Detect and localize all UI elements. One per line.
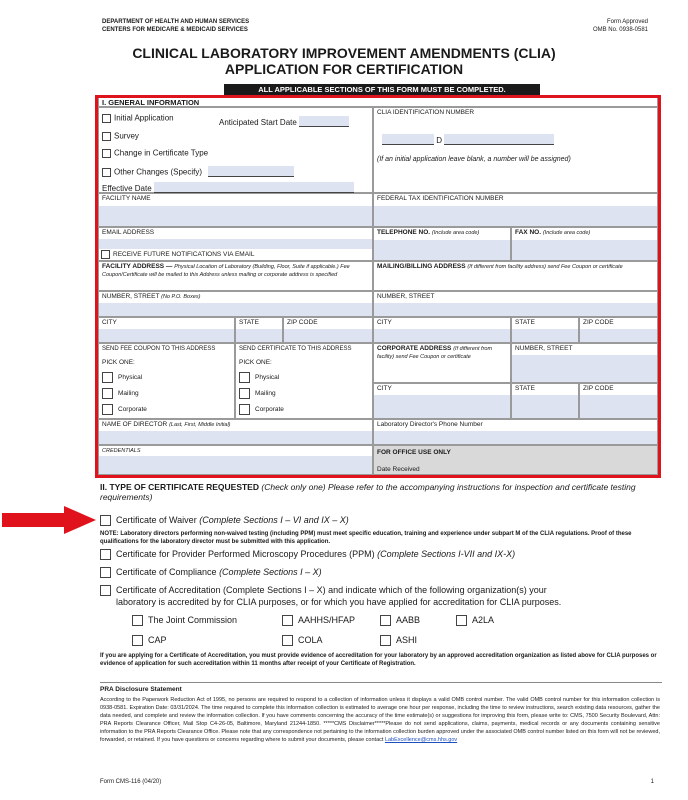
accreditation-line-1: Certificate of Accreditation (Complete Sections I – X) and indicate which of the following organization(s) your bbox=[116, 585, 547, 595]
aahhs-hfap-label: AAHHS/HFAP bbox=[298, 615, 356, 625]
a2la-checkbox[interactable] bbox=[456, 615, 467, 626]
fax-note: (Include area code) bbox=[542, 230, 591, 236]
pra-heading: PRA Disclosure Statement bbox=[100, 686, 182, 693]
accreditation-evidence-note: If you are applying for a Certificate of Accreditation, you must provide evidence of accreditation for your laboratory by an approved accreditation organization as listed above for CLIA purposes or evidence of application for such accreditation within 11 months after receipt of your Certificate of Registration. bbox=[100, 653, 657, 667]
waiver-checkbox[interactable] bbox=[100, 515, 111, 526]
ppm-label: Certificate for Provider Performed Microscopy Procedures (PPM) bbox=[116, 549, 375, 559]
clia-id-label: CLIA IDENTIFICATION NUMBER bbox=[377, 109, 475, 116]
section-2-title: II. TYPE OF CERTIFICATE REQUESTED bbox=[100, 482, 259, 492]
cap-checkbox[interactable] bbox=[132, 635, 143, 646]
accreditation-line-2: laboratory is accredited by for CLIA purposes, or for which you have applied for accreditation for CLIA purposes. bbox=[116, 597, 562, 608]
fee-coupon-pick-one: PICK ONE: bbox=[102, 359, 135, 366]
fee-corporate-label: Corporate bbox=[118, 406, 147, 414]
email-label: EMAIL ADDRESS bbox=[102, 229, 155, 236]
ppm-checkbox[interactable] bbox=[100, 549, 111, 560]
form-approved: Form Approved bbox=[606, 19, 648, 25]
org-cola bbox=[282, 634, 323, 646]
ashi-label: ASHI bbox=[396, 635, 418, 645]
ashi-checkbox[interactable] bbox=[380, 635, 391, 646]
effective-date-label: Effective Date bbox=[102, 184, 152, 193]
mailing-zip-label: ZIP CODE bbox=[583, 319, 614, 326]
facility-street-label: NUMBER, STREET bbox=[102, 293, 160, 300]
org-aabb bbox=[380, 614, 420, 626]
dept-line-1: DEPARTMENT OF HEALTH AND HUMAN SERVICES bbox=[102, 19, 250, 25]
compliance-note: (Complete Sections I – X) bbox=[219, 567, 322, 577]
cert-physical-label: Physical bbox=[255, 374, 280, 382]
credentials-label: CREDENTIALS bbox=[102, 448, 141, 454]
facility-name-label: FACILITY NAME bbox=[102, 195, 151, 202]
clia-d-label: D bbox=[436, 136, 443, 145]
clia-id-note: (If an initial application leave blank, a number will be assigned) bbox=[377, 156, 571, 163]
ppm-option bbox=[100, 548, 515, 560]
org-ashi bbox=[380, 634, 417, 646]
facility-state-label: STATE bbox=[239, 319, 259, 326]
omb-number: OMB No. 0938-0581 bbox=[592, 27, 648, 33]
org-joint-commission bbox=[132, 614, 237, 626]
cola-label: COLA bbox=[298, 635, 323, 645]
other-changes-label: Other Changes (Specify) bbox=[114, 167, 203, 177]
omb-header bbox=[593, 18, 648, 34]
facility-street-note: (No P.O. Boxes) bbox=[161, 294, 201, 300]
compliance-checkbox[interactable] bbox=[100, 567, 111, 578]
corporate-zip-label: ZIP CODE bbox=[583, 385, 614, 392]
a2la-label: A2LA bbox=[472, 615, 495, 625]
aabb-label: AABB bbox=[396, 615, 421, 625]
corporate-address-note: (If different from facility) send Fee Coupon or certificate bbox=[377, 346, 493, 360]
facility-city-label: CITY bbox=[102, 319, 117, 326]
facility-address-note: Physical Location of Laboratory (Building, Floor, Suite if applicable.) Fee Coupon/Certificate will be mailed to this Address unless mailing or corporate address is specified bbox=[102, 264, 350, 278]
date-received-label: Date Received bbox=[377, 466, 420, 473]
pra-divider bbox=[100, 682, 662, 683]
pra-statement bbox=[100, 696, 660, 744]
facility-address-label: FACILITY ADDRESS — bbox=[102, 263, 173, 270]
cap-label: CAP bbox=[148, 635, 167, 645]
aabb-checkbox[interactable] bbox=[380, 615, 391, 626]
waiver-option bbox=[100, 514, 349, 526]
section-2-heading bbox=[100, 482, 660, 502]
compliance-option bbox=[100, 566, 322, 578]
fax-label: FAX NO. bbox=[515, 229, 542, 236]
cert-mailing-label: Mailing bbox=[255, 390, 276, 398]
form-title-line-2: APPLICATION FOR CERTIFICATION bbox=[224, 61, 464, 77]
joint-commission-checkbox[interactable] bbox=[132, 615, 143, 626]
survey-label: Survey bbox=[114, 131, 139, 141]
section-1-highlight-box bbox=[95, 95, 661, 478]
cert-corporate-label: Corporate bbox=[255, 406, 284, 414]
federal-tax-label: FEDERAL TAX IDENTIFICATION NUMBER bbox=[377, 195, 504, 202]
aahhs-hfap-checkbox[interactable] bbox=[282, 615, 293, 626]
mailing-address-label: MAILING/BILLING ADDRESS bbox=[377, 263, 466, 270]
corporate-address-label: CORPORATE ADDRESS bbox=[377, 345, 452, 352]
red-arrow-icon bbox=[2, 506, 96, 534]
org-a2la bbox=[456, 614, 494, 626]
accreditation-option bbox=[100, 584, 660, 608]
org-aahhs-hfap bbox=[282, 614, 355, 626]
mailing-address-note: (If different from facility address) send Fee Coupon or certificate bbox=[467, 264, 623, 270]
ppm-note: (Complete Sections I-VII and IX-X) bbox=[377, 549, 516, 559]
compliance-label: Certificate of Compliance bbox=[116, 567, 217, 577]
change-certificate-label: Change in Certificate Type bbox=[114, 148, 209, 158]
section-1-heading: I. GENERAL INFORMATION bbox=[98, 96, 658, 107]
corporate-city-label: CITY bbox=[377, 385, 392, 392]
form-title bbox=[0, 45, 688, 77]
email-notifications-label: RECEIVE FUTURE NOTIFICATIONS VIA EMAIL bbox=[113, 251, 255, 259]
joint-commission-label: The Joint Commission bbox=[148, 615, 238, 625]
form-title-line-1: CLINICAL LABORATORY IMPROVEMENT AMENDMENTS (CLIA) bbox=[132, 45, 556, 61]
director-phone-label: Laboratory Director's Phone Number bbox=[377, 421, 483, 428]
waiver-label: Certificate of Waiver bbox=[116, 515, 197, 525]
fee-physical-label: Physical bbox=[118, 374, 143, 382]
corporate-state-label: STATE bbox=[515, 385, 535, 392]
send-certificate-pick-one: PICK ONE: bbox=[239, 359, 272, 366]
completion-banner: ALL APPLICABLE SECTIONS OF THIS FORM MUST BE COMPLETED. bbox=[224, 84, 540, 95]
dept-line-2: CENTERS FOR MEDICARE & MEDICAID SERVICES bbox=[102, 27, 248, 33]
initial-application-label: Initial Application bbox=[114, 113, 174, 123]
waiver-note: (Complete Sections I – VI and IX – X) bbox=[199, 515, 349, 525]
anticipated-start-label: Anticipated Start Date bbox=[219, 118, 297, 127]
mailing-city-label: CITY bbox=[377, 319, 392, 326]
telephone-note: (Include area code) bbox=[431, 230, 480, 236]
page-number: 1 bbox=[650, 779, 654, 785]
fee-coupon-label: SEND FEE COUPON TO THIS ADDRESS bbox=[102, 346, 216, 352]
agency-header bbox=[102, 18, 249, 34]
fee-mailing-label: Mailing bbox=[118, 390, 139, 398]
telephone-label: TELEPHONE NO. bbox=[377, 229, 431, 236]
director-name-label: NAME OF DIRECTOR bbox=[102, 421, 168, 428]
corporate-street-label: NUMBER, STREET bbox=[515, 345, 573, 352]
office-use-label: FOR OFFICE USE ONLY bbox=[377, 449, 451, 456]
form-number: Form CMS-116 (04/20) bbox=[100, 779, 162, 785]
cola-checkbox[interactable] bbox=[282, 635, 293, 646]
send-certificate-label: SEND CERTIFICATE TO THIS ADDRESS bbox=[239, 346, 352, 352]
facility-zip-label: ZIP CODE bbox=[287, 319, 318, 326]
org-cap bbox=[132, 634, 167, 646]
accreditation-checkbox[interactable] bbox=[100, 585, 111, 596]
pra-email-link[interactable]: LabExcellence@cms.hhs.gov bbox=[384, 737, 458, 743]
mailing-street-label: NUMBER, STREET bbox=[377, 293, 435, 300]
pra-body: According to the Paperwork Reduction Act of 1995, no persons are required to respond to a collection of information unless it displays a valid OMB control number. The valid OMB control number for this information collection is 0938-0581. Expiration Date: 03/31/2024. The time required to complete this information collection is estimated to average one hour per response, including the time to review instructions, search existing data resources, gather the data needed, and complete and review the information collection. If you have comments concerning the accuracy of the time estimate(s) or suggestions for improving this form, please write to: CMS, 7500 Security Boulevard, Attn: PRA Reports Clearance Officer, Mail Stop C4-26-05, Baltimore, Maryland 21244-1850. *****CMS Disclaimer*****Please do not send applications, claims, payments, medical records or any documents containing sensitive information to the PRA Reports Clearance Office. Please note that any correspondence not pertaining to the information collection burden approved under the associated OMB control number listed on this form will not be reviewed, forwarded, or retained. If you have questions or concerns regarding where to submit your documents, please contact bbox=[100, 697, 660, 743]
director-name-note: (Last, First, Middle Initial) bbox=[169, 422, 231, 428]
mailing-state-label: STATE bbox=[515, 319, 535, 326]
director-note: NOTE: Laboratory directors performing non-waived testing (including PPM) must meet specific education, training and experience under subpart M of the CLIA regulations. Proof of these qualifications for the laboratory director must be submitted with this application. bbox=[100, 531, 632, 545]
section-2-note: (Check only one) Please refer to the accompanying instructions for inspection and certificate testing requirements) bbox=[100, 482, 636, 502]
